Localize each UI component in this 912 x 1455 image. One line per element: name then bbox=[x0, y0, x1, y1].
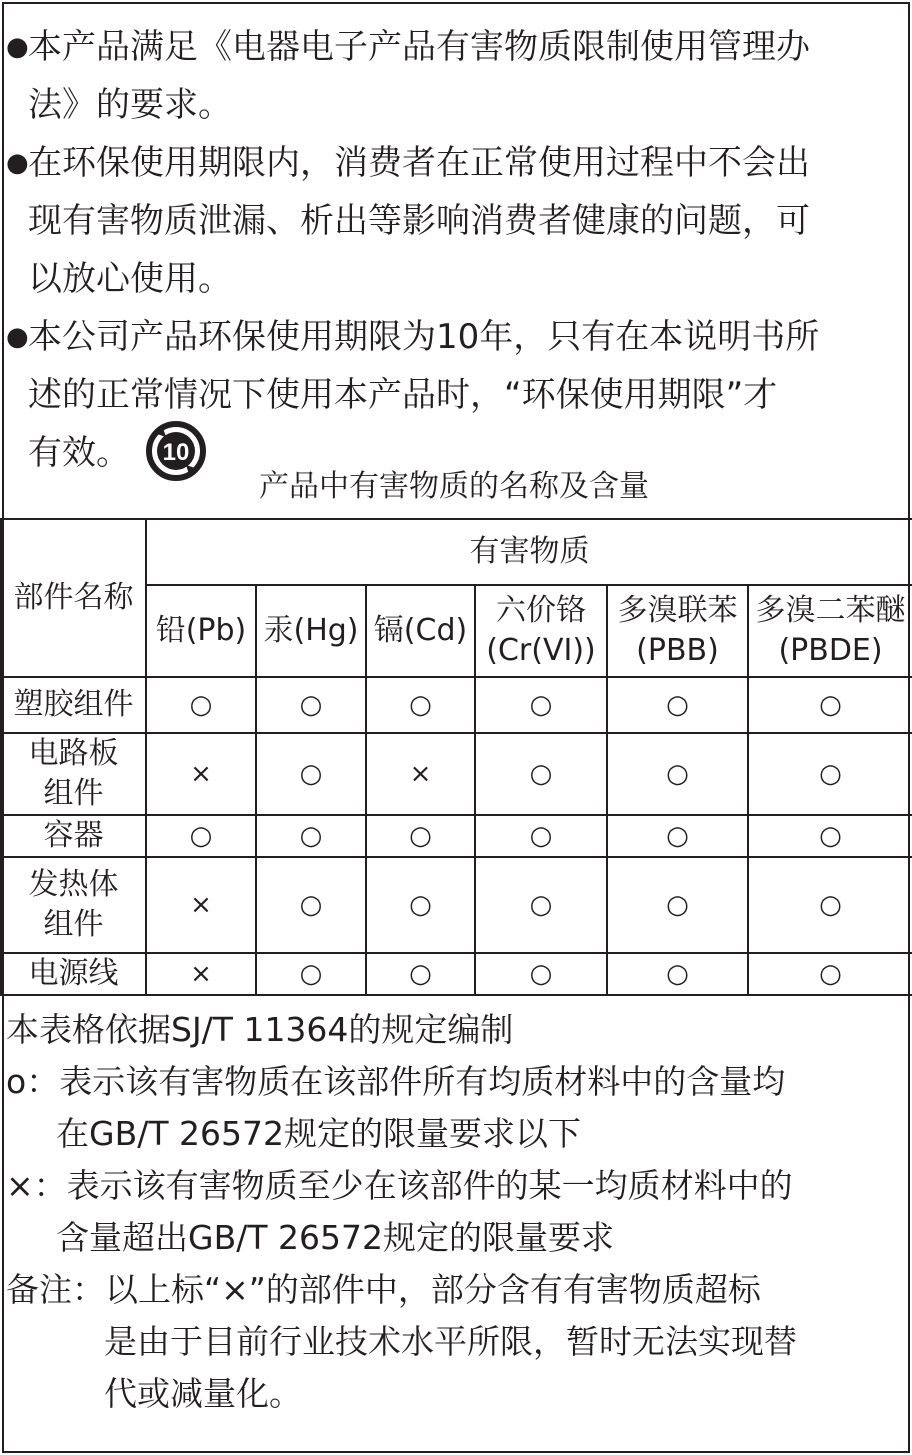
statement-line: 法》的要求。 bbox=[28, 85, 232, 125]
substance-formula: (PBB) bbox=[636, 633, 719, 668]
bullet-dot: ● bbox=[6, 32, 29, 62]
mark-cell: ○ bbox=[146, 677, 256, 733]
statement-compliance bbox=[6, 18, 902, 134]
part-name-line: 电路板 bbox=[28, 736, 119, 771]
substance-name: 多溴联苯 bbox=[617, 593, 738, 628]
statement-line: 述的正常情况下使用本产品时，“环保使用期限”才 bbox=[28, 375, 778, 415]
bullet-dot: ● bbox=[6, 148, 29, 178]
mark-cell: ○ bbox=[607, 815, 748, 857]
mark-cell: ○ bbox=[748, 733, 912, 815]
mark-cell: ○ bbox=[366, 953, 475, 995]
substance-name: 汞(Hg) bbox=[263, 613, 359, 648]
hazardous-substance-header: 有害物质 bbox=[146, 519, 912, 585]
part-name-line: 组件 bbox=[43, 907, 104, 942]
statement-line: 本产品满足《电器电子产品有害物质限制使用管理办 bbox=[28, 27, 810, 67]
substance-header-hg bbox=[256, 585, 366, 677]
mark-cell: ○ bbox=[748, 815, 912, 857]
part-name-cell: 塑胶组件 bbox=[1, 677, 146, 733]
substance-name: 多溴二苯醚 bbox=[755, 593, 906, 628]
statement-line: 现有害物质泄漏、析出等影响消费者健康的问题，可 bbox=[28, 201, 810, 241]
statement-line: 在环保使用期限内，消费者在正常使用过程中不会出 bbox=[28, 143, 810, 183]
mark-cell: ○ bbox=[475, 733, 607, 815]
table-group-header-row bbox=[1, 519, 912, 585]
cross-legend-line: 含量超出GB/T 26572规定的限量要求 bbox=[56, 1218, 614, 1257]
standard-basis-note: 本表格依据SJ/T 11364的规定编制 bbox=[6, 1010, 514, 1049]
part-name-cell bbox=[1, 857, 146, 953]
mark-cell: ○ bbox=[366, 815, 475, 857]
table-row bbox=[1, 815, 912, 857]
circle-legend-line: 在GB/T 26572规定的限量要求以下 bbox=[56, 1114, 581, 1153]
remark-line: 是由于目前行业技术水平所限，暂时无法实现替 bbox=[104, 1322, 797, 1361]
statement-eco-period bbox=[6, 308, 902, 483]
mark-cell: ○ bbox=[607, 677, 748, 733]
substance-header-crvi bbox=[475, 585, 607, 677]
mark-cell: ○ bbox=[475, 677, 607, 733]
mark-cell: ○ bbox=[256, 815, 366, 857]
substance-header-pbb bbox=[607, 585, 748, 677]
part-name-header: 部件名称 bbox=[1, 519, 146, 677]
eco-mark-label: 10 bbox=[162, 438, 190, 466]
statement-line: 以放心使用。 bbox=[28, 259, 232, 299]
statement-list bbox=[6, 18, 902, 483]
mark-cell: × bbox=[366, 733, 475, 815]
hazardous-substance-table bbox=[0, 518, 912, 996]
mark-cell: ○ bbox=[256, 857, 366, 953]
substance-name: 六价铬 bbox=[496, 593, 586, 628]
cross-legend-line: ×：表示该有害物质至少在该部件的某一均质材料中的 bbox=[6, 1166, 793, 1205]
circle-legend-line: o：表示该有害物质在该部件所有均质材料中的含量均 bbox=[6, 1062, 786, 1101]
mark-cell: ○ bbox=[748, 857, 912, 953]
mark-cell: × bbox=[146, 857, 256, 953]
substance-header-pb bbox=[146, 585, 256, 677]
mark-cell: ○ bbox=[366, 677, 475, 733]
substance-name: 铅(Pb) bbox=[155, 613, 247, 648]
substance-formula: (PBDE) bbox=[778, 633, 883, 668]
statement-line-text: 有效。 bbox=[28, 433, 130, 473]
mark-cell: × bbox=[146, 733, 256, 815]
substance-name: 镉(Cd) bbox=[373, 613, 468, 648]
part-name-line: 组件 bbox=[43, 776, 104, 811]
table-notes bbox=[6, 1004, 906, 1420]
table-title: 产品中有害物质的名称及含量 bbox=[259, 469, 649, 504]
statement-safe-use bbox=[6, 134, 902, 308]
mark-cell: ○ bbox=[256, 733, 366, 815]
table-row bbox=[1, 733, 912, 815]
part-name-cell bbox=[1, 733, 146, 815]
part-name-line: 发热体 bbox=[28, 867, 119, 902]
mark-cell: ○ bbox=[256, 953, 366, 995]
mark-cell: ○ bbox=[607, 733, 748, 815]
remark-line: 备注：以上标“×”的部件中，部分含有有害物质超标 bbox=[6, 1270, 761, 1309]
table-row bbox=[1, 857, 912, 953]
mark-cell: ○ bbox=[366, 857, 475, 953]
mark-cell: ○ bbox=[475, 953, 607, 995]
mark-cell: ○ bbox=[748, 677, 912, 733]
mark-cell: × bbox=[146, 953, 256, 995]
mark-cell: ○ bbox=[607, 857, 748, 953]
statement-line: 本公司产品环保使用期限为10年，只有在本说明书所 bbox=[28, 317, 820, 357]
part-name-cell: 容器 bbox=[1, 815, 146, 857]
mark-cell: ○ bbox=[607, 953, 748, 995]
remark-line: 代或减量化。 bbox=[104, 1374, 302, 1413]
part-name-cell: 电源线 bbox=[1, 953, 146, 995]
mark-cell: ○ bbox=[256, 677, 366, 733]
mark-cell: ○ bbox=[146, 815, 256, 857]
substance-header-cd bbox=[366, 585, 475, 677]
mark-cell: ○ bbox=[475, 815, 607, 857]
mark-cell: ○ bbox=[748, 953, 912, 995]
mark-cell: ○ bbox=[475, 857, 607, 953]
substance-formula: (Cr(VI)) bbox=[486, 633, 596, 668]
bullet-dot: ● bbox=[6, 322, 29, 352]
substance-header-pbde bbox=[748, 585, 912, 677]
table-row bbox=[1, 677, 912, 733]
table-row bbox=[1, 953, 912, 995]
